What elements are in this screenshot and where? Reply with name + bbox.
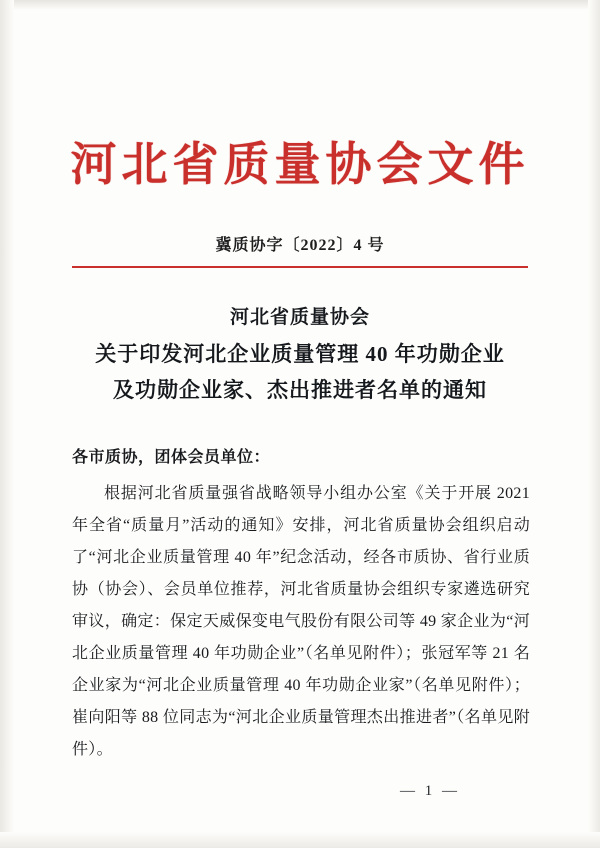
document-body-paragraph: 根据河北省质量强省战略领导小组办公室《关于开展 2021 年全省“质量月”活动的通知》安排，河北省质量协会组织启动了“河北企业质量管理 40 年”纪念活动，经各市质协、省行业质协（协会）、会员单位推荐，河北省质量协会组织专家遴选研究审议，确定：保定天威保变电气股份有限公司等 49 家企业为“河北企业质量管理 40 年功勋企业”（名单见附件）；张冠军等 21 名企业家为“河北企业质量管理 40 年功勋企业家”（名单见附件）；崔向阳等 88 位同志为“河北企业质量管理杰出推进者”（名单见附件）。 (72, 485, 530, 758)
document-salutation: 各市质协，团体会员单位： (72, 449, 271, 466)
document-masthead-title: 河北省质量协会文件 (70, 139, 530, 190)
document-title-line-3: 及功勋企业家、杰出推进者名单的通知 (113, 378, 487, 402)
paper-edge-bottom (0, 832, 600, 848)
document-title-line-1: 河北省质量协会 (229, 307, 370, 328)
page-number: — 1 — (400, 783, 460, 799)
paper-edge-top (0, 0, 600, 10)
red-divider-rule (72, 266, 528, 268)
document-number: 冀质协字〔2022〕4 号 (215, 237, 385, 254)
document-title-block (72, 300, 528, 408)
document-title-line-2: 关于印发河北企业质量管理 40 年功勋企业 (95, 342, 505, 366)
